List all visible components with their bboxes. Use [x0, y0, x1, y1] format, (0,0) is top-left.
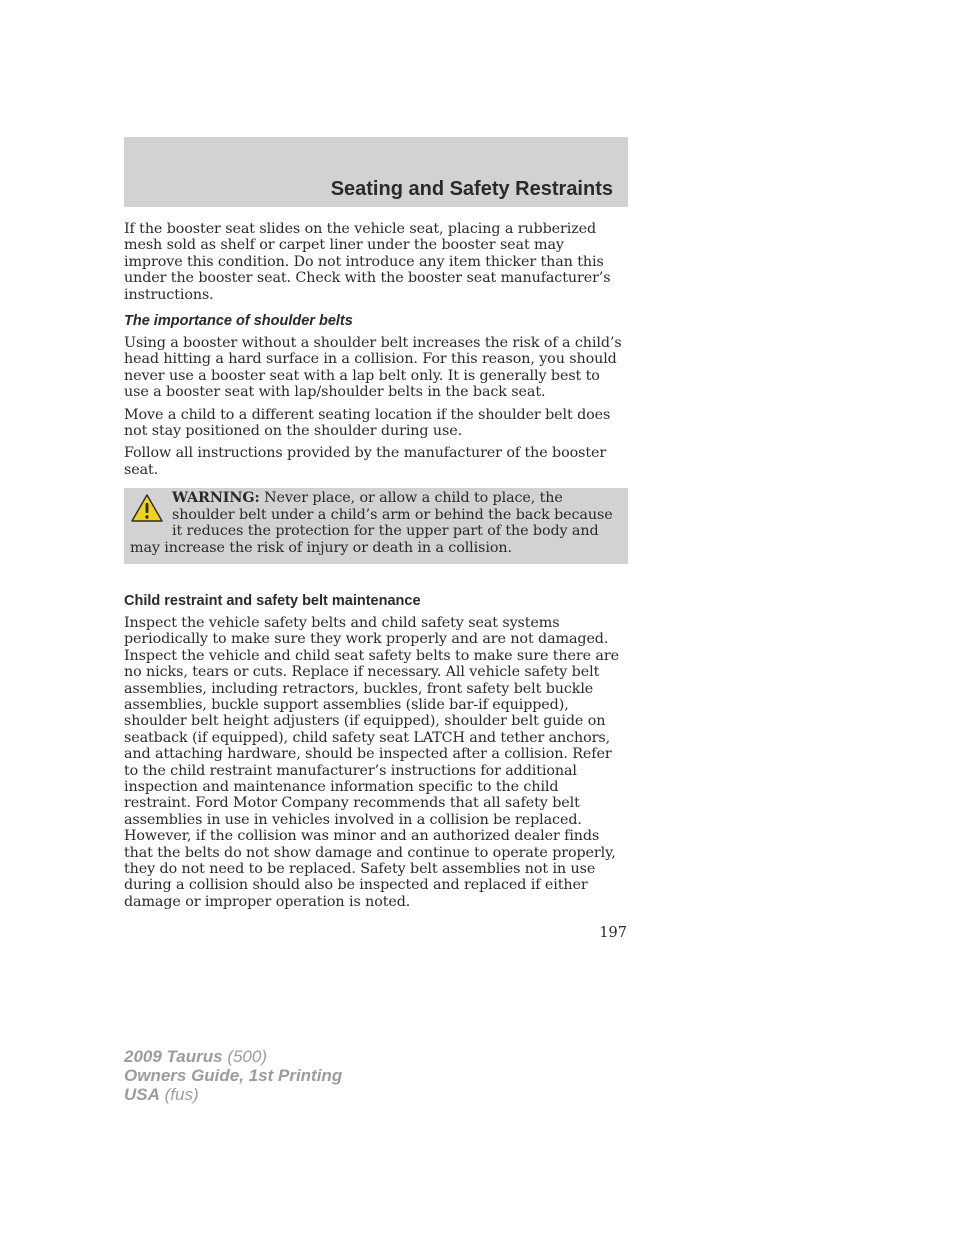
warning-text: Never place, or allow a child to place, the shoulder belt under a child’s arm or behind the back because it reduces the protection for the upper part of the body and may increase the risk of injury or death in a collision.	[130, 490, 613, 556]
warning-box	[124, 488, 628, 564]
warning-label: WARNING:	[172, 490, 260, 507]
footer-line-model	[124, 1047, 342, 1066]
document-footer	[124, 1047, 342, 1104]
section-title: Seating and Safety Restraints	[330, 178, 613, 200]
page-number: 197	[599, 925, 627, 941]
footer-line-guide	[124, 1066, 342, 1085]
section-header-band	[124, 137, 628, 207]
footer-market-code: (fus)	[159, 1085, 199, 1104]
footer-model-name: 2009 Taurus	[124, 1047, 223, 1066]
paragraph-inspection: Inspect the vehicle safety belts and child safety seat systems periodically to make sure they work properly and are not damaged. Inspect the vehicle and child seat safety belts to make sure there are no nicks, tears or cuts. Replace if necessary. All vehicle safety belt assemblies, including retractors, buckles, front safety belt buckle assemblies, buckle support assemblies (slide bar-if equipped), shoulder belt height adjusters (if equipped), shoulder belt guide on seatback (if equipped), child safety seat LATCH and tether anchors, and attaching hardware, should be inspected after a collision. Refer to the child restraint manufacturer’s instructions for additional inspection and maintenance information specific to the child restraint. Ford Motor Company recommends that all safety belt assemblies in use in vehicles involved in a collision be replaced. However, if the collision was minor and an authorized dealer finds that the belts do not show damage and continue to operate properly, they do not need to be replaced. Safety belt assemblies not in use during a collision should also be inspected and replaced if either damage or improper operation is noted.	[124, 614, 619, 910]
page-content	[124, 221, 626, 916]
footer-guide-title: Owners Guide, 1st Printing	[124, 1066, 343, 1085]
warning-triangle-icon	[130, 493, 164, 523]
footer-market-name: USA	[124, 1085, 160, 1104]
heading-maintenance: Child restraint and safety belt maintenance	[124, 592, 421, 609]
heading-shoulder-belts: The importance of shoulder belts	[124, 313, 353, 330]
footer-line-market	[124, 1085, 342, 1104]
paragraph-move-child: Move a child to a different seating location if the shoulder belt does not stay positioned on the shoulder during use.	[124, 406, 611, 440]
paragraph-follow-instructions: Follow all instructions provided by the manufacturer of the booster seat.	[124, 445, 607, 478]
footer-model-code: (500)	[222, 1047, 268, 1066]
paragraph-booster-slide: If the booster seat slides on the vehicle seat, placing a rubberized mesh sold as shelf or carpet liner under the booster seat may improve this condition. Do not introduce any item thicker than this under the booster seat. Check with the booster seat manufacturer’s instructions.	[124, 221, 611, 303]
paragraph-shoulder-belt-risk: Using a booster without a shoulder belt increases the risk of a child’s head hitting a hard surface in a collision. For this reason, you should never use a booster seat with a lap belt only. It is generally best to use a booster seat with lap/shoulder belts in the back seat.	[124, 335, 622, 401]
